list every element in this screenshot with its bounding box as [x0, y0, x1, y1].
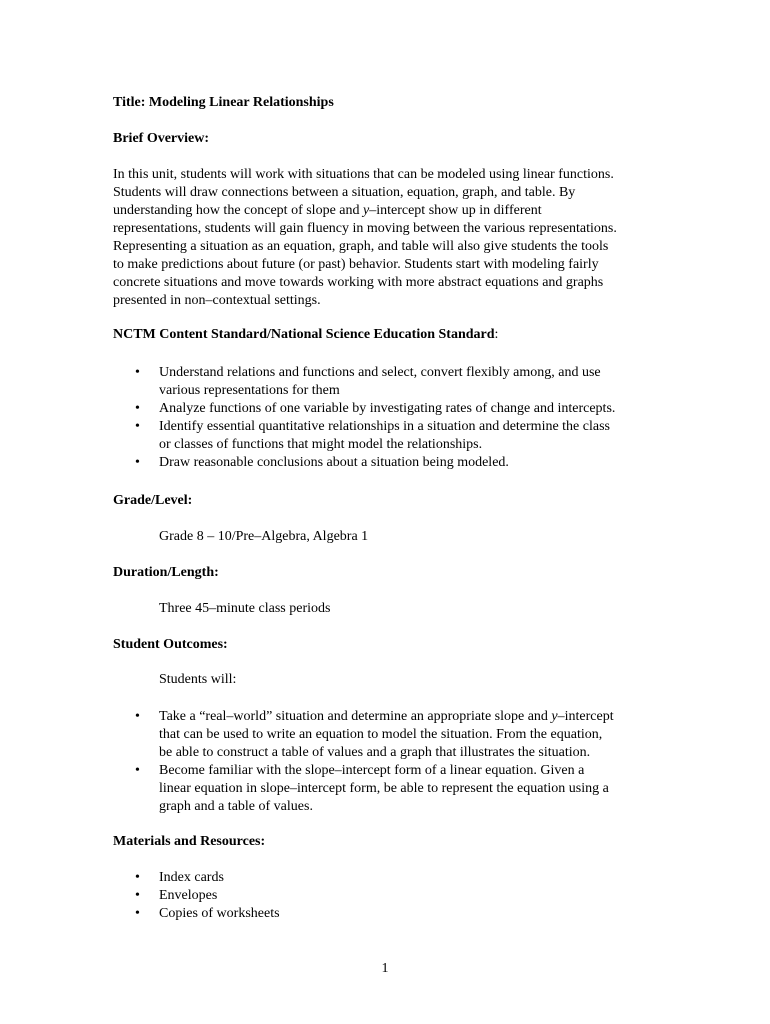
list-item: • Understand relations and functions and select, convert flexibly among, and use various representations for them	[135, 365, 601, 398]
overview-paragraph	[113, 166, 673, 310]
list-item: • Envelopes	[135, 888, 218, 903]
standards-heading-colon: :	[494, 327, 499, 342]
list-item: • Take a “real–world” situation and determine an appropriate slope and y–intercept that can be used to write an equation to model the situation. From the equation, be able to construct a table of values and a graph that illustrates the situation.	[135, 709, 614, 760]
bullet-icon: •	[135, 455, 140, 470]
list-item: • Analyze functions of one variable by investigating rates of change and intercepts.	[135, 401, 616, 416]
materials-heading: Materials and Resources:	[113, 834, 266, 849]
bullet-icon: •	[135, 906, 140, 921]
grade-heading: Grade/Level:	[113, 493, 193, 508]
bullet-icon: •	[135, 401, 140, 416]
overview-line: representations, students will gain fluency in moving between the various representations.	[113, 221, 617, 236]
bullet-icon: •	[135, 419, 140, 434]
list-item: • Index cards	[135, 870, 224, 885]
list-item: • Become familiar with the slope–intercept form of a linear equation. Given a linear equation in slope–intercept form, be able to represent the equation using a graph and a table of values.	[135, 763, 609, 814]
overview-line: In this unit, students will work with situations that can be modeled using linear functions.	[113, 167, 614, 182]
list-item: • Identify essential quantitative relationships in a situation and determine the class or classes of functions that might model the relationships.	[135, 419, 610, 452]
page-number: 1	[381, 961, 389, 976]
duration-value: Three 45–minute class periods	[159, 601, 331, 616]
overview-line: Representing a situation as an equation, graph, and table will also give students the tools	[113, 239, 609, 254]
overview-line: concrete situations and move towards working with more abstract equations and graphs	[113, 275, 604, 290]
duration-heading: Duration/Length:	[113, 565, 219, 580]
list-item: • Draw reasonable conclusions about a situation being modeled.	[135, 455, 509, 470]
outcomes-intro: Students will:	[159, 672, 237, 687]
overview-line: to make predictions about future (or past) behavior. Students start with modeling fairly	[113, 257, 599, 272]
bullet-icon: •	[135, 365, 140, 380]
bullet-icon: •	[135, 870, 140, 885]
grade-value: Grade 8 – 10/Pre–Algebra, Algebra 1	[159, 529, 369, 544]
standards-heading-text: NCTM Content Standard/National Science Education Standard	[113, 327, 495, 342]
list-item: • Copies of worksheets	[135, 906, 280, 921]
outcomes-list	[113, 708, 673, 816]
bullet-icon: •	[135, 888, 140, 903]
standards-list	[113, 364, 673, 472]
overview-line: understanding how the concept of slope and y–intercept show up in different	[113, 203, 542, 218]
standards-heading	[113, 326, 498, 344]
bullet-icon: •	[135, 709, 140, 724]
page-title: Title: Modeling Linear Relationships	[113, 95, 334, 110]
overview-line: Students will draw connections between a situation, equation, graph, and table. By	[113, 185, 576, 200]
outcomes-heading: Student Outcomes:	[113, 637, 228, 652]
bullet-icon: •	[135, 763, 140, 778]
overview-heading: Brief Overview:	[113, 131, 210, 146]
overview-line: presented in non–contextual settings.	[113, 293, 321, 308]
materials-list	[113, 869, 673, 923]
